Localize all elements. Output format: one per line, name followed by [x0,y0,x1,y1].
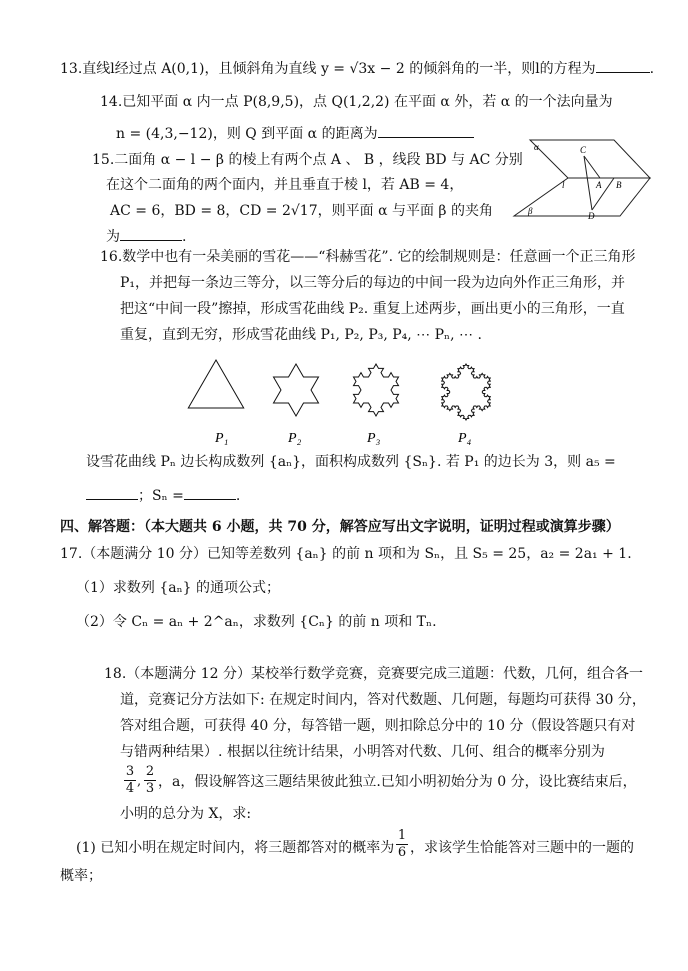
q13-period: . [649,61,655,77]
q18-line6: 小明的总分为 X，求: [120,806,252,822]
frac3-num: 1 [397,828,407,843]
q15-period: . [182,229,187,245]
q18-line5-rest: ，a，假设解答这三题结果彼此独立.已知小明初始分为 0 分，设比赛结束后， [158,774,637,790]
fig-label-p4: P₄ [458,431,472,446]
q18-line2: 道，竞赛记分方法如下: 在规定时间内，答对代数题、几何题，每题均可获得 30 分， [120,692,646,708]
label-l: l [562,180,565,190]
label-beta: β [528,206,533,216]
q16-line5: 设雪花曲线 Pₙ 边长构成数列 {aₙ}，面积构成数列 {Sₙ}. 若 P₁ 的边长为 3，则 a₅ = [86,454,616,470]
q15-line4-text: 为 [106,229,120,245]
q18-frac2 [144,764,156,797]
dihedral-angle-figure [510,138,656,220]
label-c: C [580,145,587,155]
q16-line3: 把这“中间一段”擦掉，形成雪花曲线 P₂. 重复上述两步，画出更小的三角形，一直 [120,301,625,317]
section4-heading [60,517,620,537]
frac2-den: 3 [145,781,155,796]
q14-line2 [116,123,474,144]
q17-sub1: （1）求数列 {aₙ} 的通项公式； [76,580,281,596]
q16-sn-label: ；Sₙ = [138,488,184,504]
frac2-num: 2 [145,764,155,779]
frac1-num: 3 [125,764,135,779]
q15-line3: AC = 6，BD = 8，CD = 2√17，则平面 α 与平面 β 的夹角 [110,203,493,219]
q15-line1: 15.二面角 α − l − β 的棱上有两个点 A 、 B ，线段 BD 与 AC 分别 [92,152,523,168]
q18-sub1-a: (1) 已知小明在规定时间内，将三题都答对的概率为 [76,840,395,856]
q16-line6 [86,485,240,506]
q16-line2: P₁，并把每一条边三等分，以三等分后的每边的中间一段为边向外作正三角形，并 [120,275,626,291]
q14-line2-text: n = (4,3,−12)，则 Q 到平面 α 的距离为 [116,126,378,142]
q16-sn-blank [184,485,236,500]
segment-cd [584,156,592,210]
plane-beta [514,178,650,216]
label-d: D [588,211,595,220]
q18-line1: 18.（本题满分 12 分）某校举行数学竞赛，竞赛要完成三道题：代数，几何，组合各一 [104,666,643,682]
q18-frac3 [396,828,408,861]
q18-sub1 [76,828,676,868]
q13-answer-blank [596,58,650,73]
q18-sub1-b: ，求该学生恰能答对三题中的一题的 [410,840,634,856]
q15-line2: 在这个二面角的两个面内，并且垂直于棱 l，若 AB = 4， [106,177,464,193]
label-a: A [596,180,602,190]
koch-curve-p4 [442,364,491,420]
q18-line3: 答对组合题，可获得 40 分，每答错一题，则扣除总分中的 10 分（假设答题只有对 [120,718,636,734]
label-alpha: α [534,142,539,152]
q14-answer-blank [378,123,474,138]
frac1-den: 4 [125,781,135,796]
q18-sub1-c: 概率； [60,868,102,884]
q14-line1: 14.已知平面 α 内一点 P(8,9,5)，点 Q(1,2,2) 在平面 α 外，若 α 的一个法向量为 [100,94,613,110]
q16-line1: 16.数学中也有一朵美丽的雪花——“科赫雪花”. 它的绘制规则是：任意画一个正三角形 [100,249,636,265]
q13-line [60,58,654,79]
q18-line4: 与错两种结果）. 根据以往统计结果，小明答对代数、几何、组合的概率分别为 [120,744,605,760]
q15-line4 [106,226,186,247]
fig-label-p1: P₁ [215,431,229,446]
section4-title: 四、解答题： [60,519,144,535]
q15-answer-blank [120,226,182,241]
q18-line5 [120,764,680,804]
fig-label-p2: P₂ [288,431,302,446]
fig-label-p3: P₃ [367,431,381,446]
koch-curve-p1 [188,360,243,408]
frac-comma: , [137,774,142,789]
section4-note: （本大题共 6 小题，共 70 分，解答应写出文字说明，证明过程或演算步骤） [144,519,620,535]
koch-curve-p3 [353,364,398,416]
q16-period: . [235,488,241,504]
frac3-den: 6 [397,845,407,860]
koch-snowflake-figures [180,352,520,450]
koch-curve-p2 [273,364,318,416]
q16-a5-blank [86,485,138,500]
plane-alpha [530,140,650,178]
q16-line4: 重复，直到无穷，形成雪花曲线 P₁, P₂, P₃, P₄, ⋯ Pₙ, ⋯ . [120,327,482,343]
q17-line1: 17.（本题满分 10 分）已知等差数列 {aₙ} 的前 n 项和为 Sₙ，且 S₅ = 25，a₂ = 2a₁ + 1. [60,546,632,562]
q18-frac1 [124,764,136,797]
q17-sub2: （2）令 Cₙ = aₙ + 2^aₙ，求数列 {Cₙ} 的前 n 项和 Tₙ. [76,614,437,630]
label-b: B [616,180,622,190]
q13-text: 13.直线l经过点 A(0,1)，且倾斜角为直线 y = √3x − 2 的倾斜角的一半，则l的方程为 [60,61,596,77]
